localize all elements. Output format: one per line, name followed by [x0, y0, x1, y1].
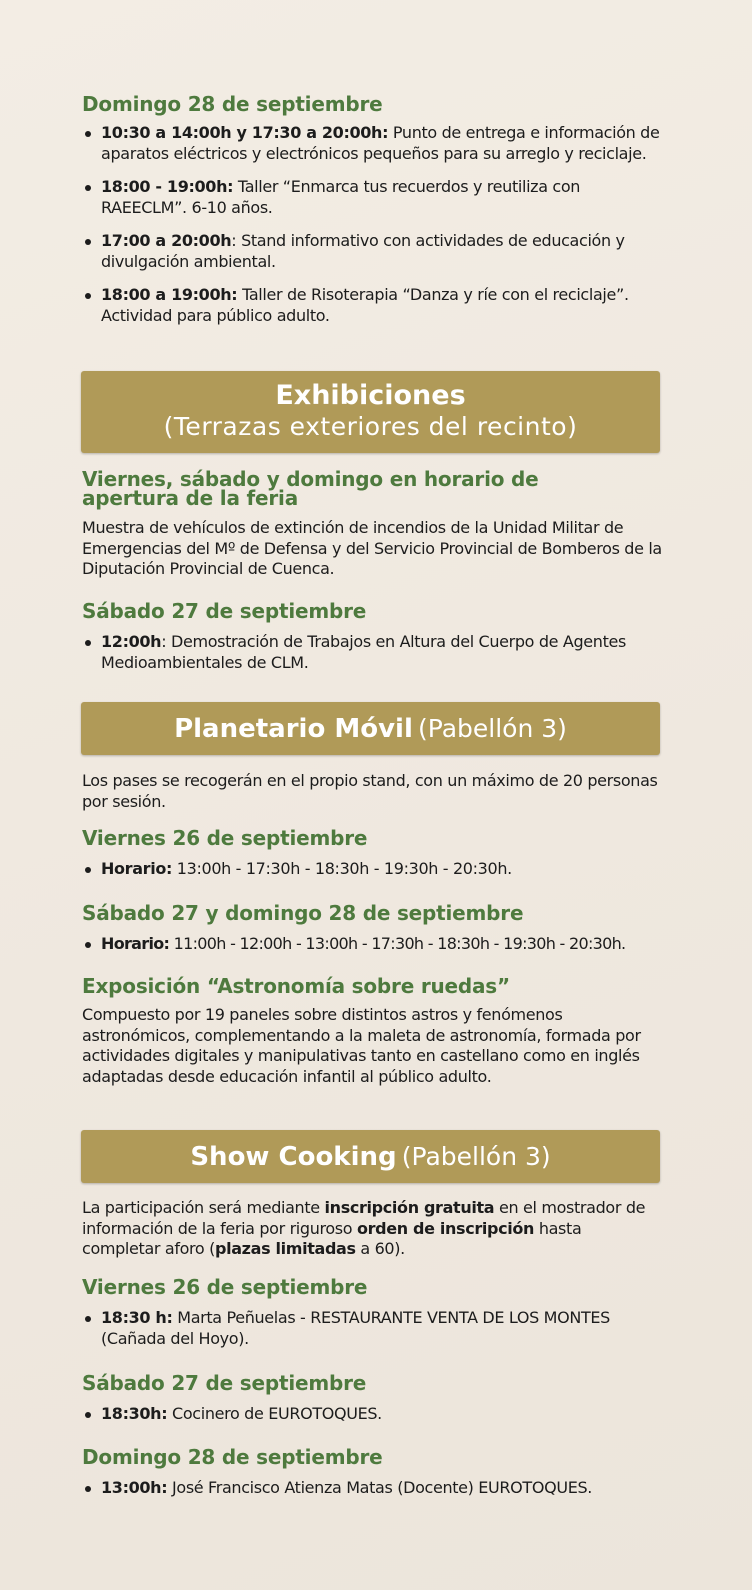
showcooking-domingo-list	[82, 1478, 662, 1499]
section-heading-sabado-cooking: Sábado 27 de septiembre	[82, 1371, 367, 1395]
showcooking-sabado-list	[82, 1404, 662, 1425]
list-item: 13:00h: José Francisco Atienza Matas (Docente) EUROTOQUES.	[82, 1478, 662, 1499]
exhibiciones-banner	[81, 371, 660, 453]
domingo-activity-list	[82, 123, 662, 326]
section-heading-domingo-cooking: Domingo 28 de septiembre	[82, 1445, 383, 1469]
list-item: 18:30h: Cocinero de EUROTOQUES.	[82, 1404, 662, 1425]
section-heading-sabado-domingo: Sábado 27 y domingo 28 de septiembre	[82, 901, 524, 925]
planetario-banner	[81, 702, 660, 755]
banner-title: Exhibiciones	[275, 380, 466, 411]
section-heading-viernes: Viernes 26 de septiembre	[82, 826, 368, 850]
banner-title: Show Cooking	[190, 1142, 397, 1172]
showcooking-intro: La participación será mediante inscripción gratuita en el mostrador de información de la feria por riguroso orden de inscripción hasta completar aforo (plazas limitadas a 60).	[82, 1198, 646, 1258]
list-item: 18:00 - 19:00h: Taller “Enmarca tus recuerdos y reutiliza con RAEECLM”. 6-10 años.	[82, 177, 662, 218]
section-heading-domingo: Domingo 28 de septiembre	[82, 92, 383, 116]
list-item: 10:30 a 14:00h y 17:30 a 20:00h: Punto de entrega e información de aparatos eléctricos y electrónicos pequeños para su arreglo y reciclaje.	[82, 123, 662, 164]
section-heading-exposicion: Exposición “Astronomía sobre ruedas”	[82, 974, 510, 998]
banner-subtitle: (Pabellón 3)	[417, 714, 567, 743]
list-item: 18:30 h: Marta Peñuelas - RESTAURANTE VENTA DE LOS MONTES (Cañada del Hoyo).	[82, 1308, 662, 1349]
exhibicion-description: Muestra de vehículos de extinción de incendios de la Unidad Militar de Emergencias del Mº de Defensa y del Servicio Provincial de Bomberos de la Diputación Provincial de Cuenca.	[82, 518, 662, 578]
list-item: Horario: 11:00h - 12:00h - 13:00h - 17:30h - 18:30h - 19:30h - 20:30h.	[82, 934, 662, 955]
showcooking-banner	[81, 1130, 660, 1183]
showcooking-viernes-list	[82, 1308, 662, 1349]
section-heading-horario-feria: Viernes, sábado y domingo en horario de apertura de la feria	[82, 467, 539, 510]
banner-subtitle: (Terrazas exteriores del recinto)	[163, 412, 578, 441]
banner-title: Planetario Móvil	[174, 714, 413, 744]
list-item: Horario: 13:00h - 17:30h - 18:30h - 19:30h - 20:30h.	[82, 859, 662, 880]
sabado-exhibition-list	[82, 632, 662, 673]
planetario-sabdom-list	[82, 934, 662, 955]
section-heading-sabado: Sábado 27 de septiembre	[82, 599, 367, 623]
banner-subtitle: (Pabellón 3)	[401, 1142, 551, 1171]
section-heading-viernes-cooking: Viernes 26 de septiembre	[82, 1275, 368, 1299]
planetario-intro: Los pases se recogerán en el propio stand, con un máximo de 20 personas por sesión.	[82, 771, 658, 811]
list-item: 12:00h: Demostración de Trabajos en Altura del Cuerpo de Agentes Medioambientales de CLM.	[82, 632, 662, 673]
planetario-viernes-list	[82, 859, 662, 880]
exposicion-description: Compuesto por 19 paneles sobre distintos astros y fenómenos astronómicos, complementando a la maleta de astronomía, formada por actividades digitales y manipulativas tanto en castellano como en inglés adaptadas desde educación infantil al público adulto.	[82, 1005, 641, 1086]
list-item: 18:00 a 19:00h: Taller de Risoterapia “Danza y ríe con el reciclaje”. Actividad para público adulto.	[82, 285, 662, 326]
list-item: 17:00 a 20:00h: Stand informativo con actividades de educación y divulgación ambiental.	[82, 231, 662, 272]
